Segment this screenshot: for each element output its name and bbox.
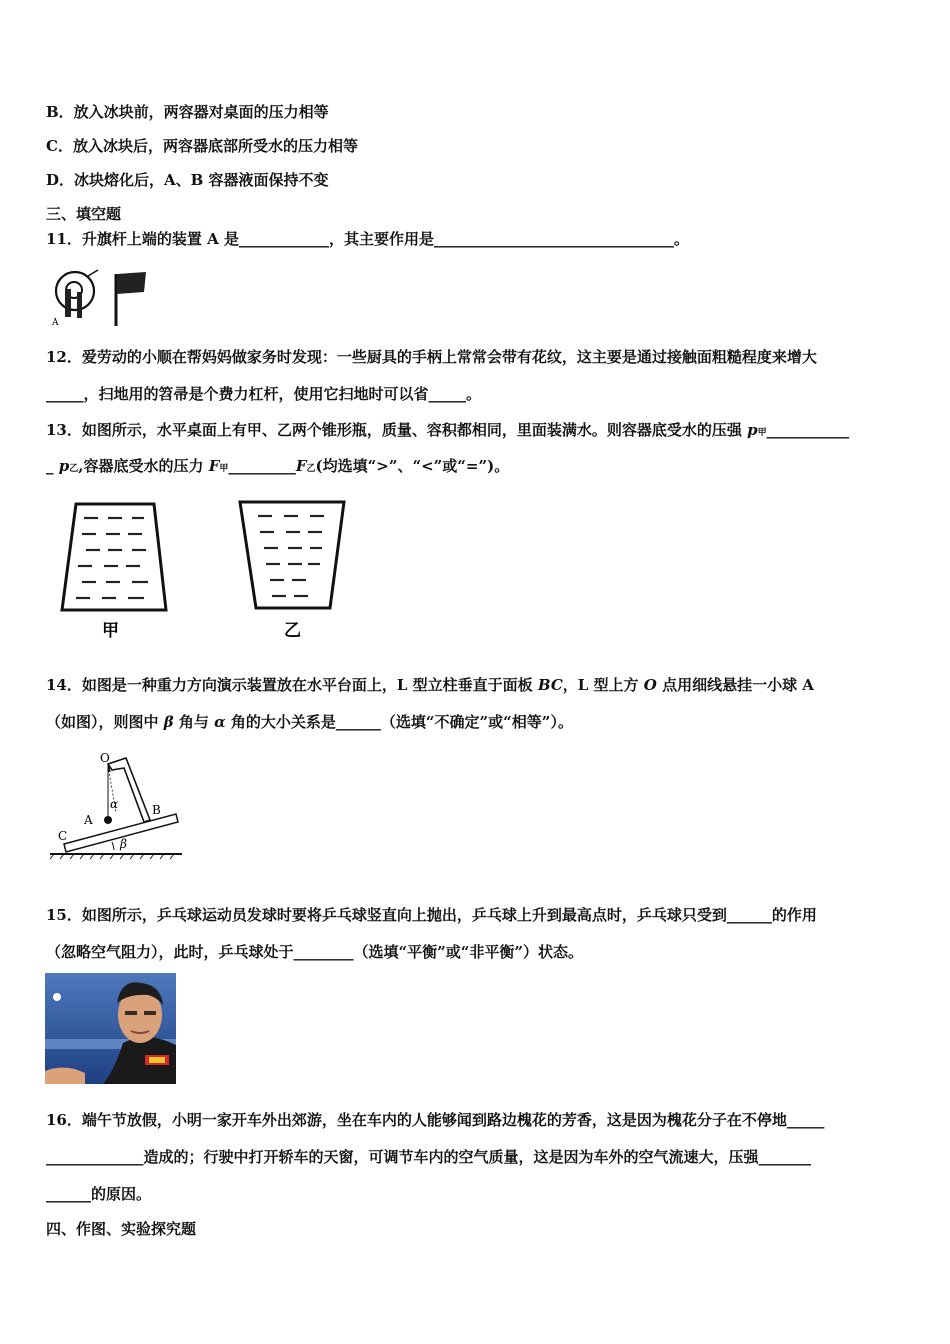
question-15-line-2: （忽略空气阻力），此时，乒乓球处于________（选填“平衡”或“非平衡”）状态。	[46, 943, 584, 961]
table-tennis-photo	[45, 973, 176, 1084]
label-jia: 甲	[102, 621, 119, 641]
question-16-line-3: ______的原因。	[46, 1185, 152, 1203]
option-c: C．放入冰块后，两容器底部所受水的压力相等	[46, 137, 358, 155]
pulley-flag-figure	[50, 266, 150, 328]
label-beta: β	[120, 837, 127, 851]
figure-label-a: A	[52, 318, 59, 328]
section-heading-experiment: 四、作图、实验探究题	[46, 1220, 197, 1238]
label-b: B	[152, 803, 161, 817]
container-jia-figure	[56, 498, 176, 644]
question-13-line-2: _ p乙,容器底受水的压力 F甲_________F乙(均选填“>”、“<”或“=”)。	[46, 457, 510, 475]
label-a: A	[84, 813, 93, 827]
container-yi-figure	[236, 496, 352, 644]
question-16-line-2: _____________造成的；行驶中打开轿车的天窗，可调节车内的空气质量，这是因为车外的空气流速大，压强_______	[46, 1148, 812, 1166]
question-14-line-2: （如图），则图中 β 角与 α 角的大小关系是______（选填“不确定”或“相等”）。	[46, 713, 573, 731]
option-d: D．冰块熔化后，A、B 容器液面保持不变	[46, 171, 329, 189]
option-b: B．放入冰块前，两容器对桌面的压力相等	[46, 103, 329, 121]
question-15-line-1: 15．如图所示，乒乓球运动员发球时要将乒乓球竖直向上抛出，乒乓球上升到最高点时，乒乓球只受到______的作用	[46, 906, 817, 924]
gravity-device-figure	[48, 748, 188, 860]
label-o: O	[100, 751, 110, 765]
question-14-line-1: 14．如图是一种重力方向演示装置放在水平台面上，L 型立柱垂直于面板 BC，L 型上方 O 点用细线悬挂一小球 A	[46, 676, 814, 694]
question-13-line-1: 13．如图所示，水平桌面上有甲、乙两个锥形瓶，质量、容积都相同，里面装满水。则容器底受水的压强 p甲___________	[46, 421, 850, 439]
label-alpha: α	[110, 797, 119, 811]
question-16-line-1: 16．端午节放假，小明一家开车外出郊游，坐在车内的人能够闻到路边槐花的芳香，这是因为槐花分子在不停地_____	[46, 1111, 825, 1129]
question-12-line-2: _____，扫地用的笤帚是个费力杠杆，使用它扫地时可以省_____。	[46, 385, 482, 403]
section-heading-fill-blank: 三、填空题	[46, 205, 122, 223]
label-c: C	[58, 829, 68, 843]
question-12-line-1: 12．爱劳动的小顺在帮妈妈做家务时发现：一些厨具的手柄上常常会带有花纹，这主要是通过接触面粗糙程度来增大	[46, 348, 817, 366]
question-11: 11．升旗杆上端的装置 A 是____________，其主要作用是________________________________。	[46, 230, 689, 248]
label-yi: 乙	[284, 621, 301, 641]
